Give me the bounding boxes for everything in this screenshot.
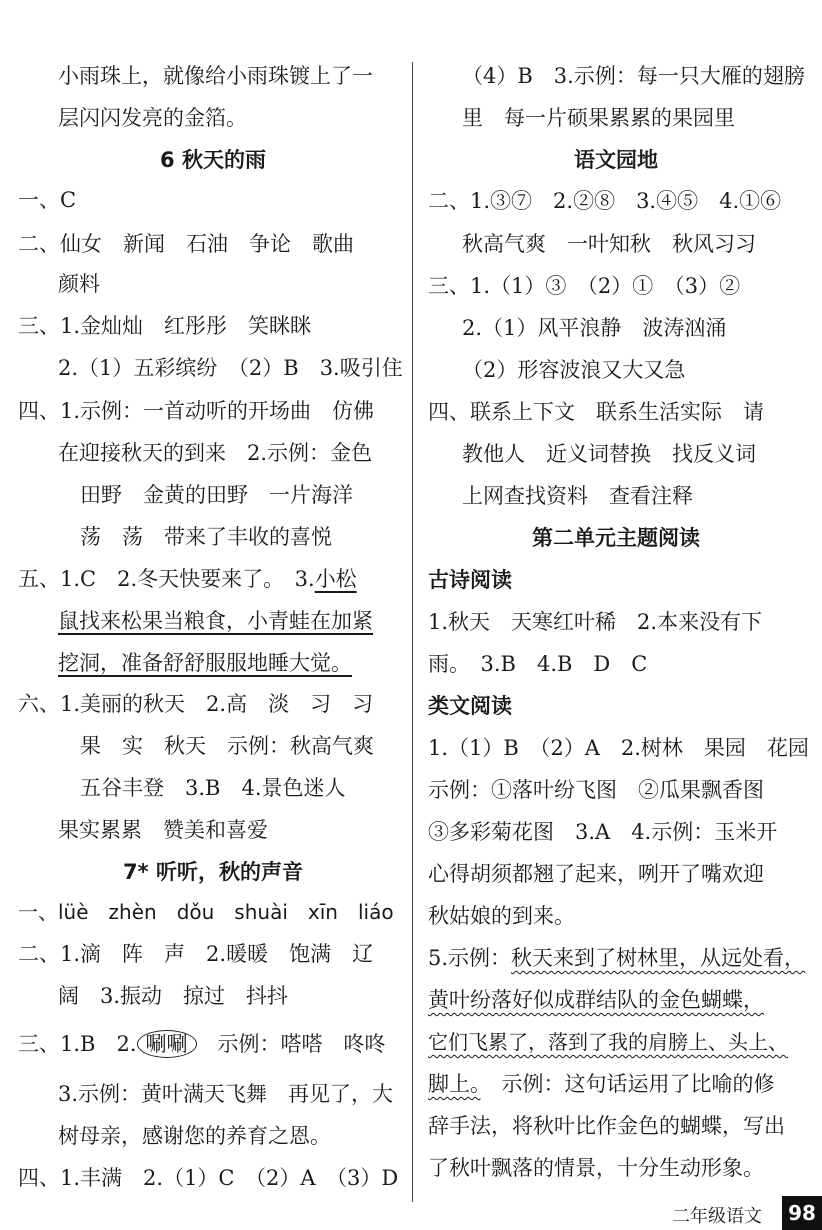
answer-line: 颜料 <box>58 272 100 296</box>
subsection-heading: 类文阅读 <box>428 694 512 718</box>
lesson-6-title: 6 秋天的雨 <box>160 148 266 172</box>
answer-line: 示例：①落叶纷飞图 ②瓜果飘香图 <box>428 778 764 802</box>
answer-line: 2.（1）风平浪静 波涛汹涌 <box>462 316 727 340</box>
answer-line: ③多彩菊花图 3.A 4.示例：玉米开 <box>428 820 778 844</box>
answer-line: 四、1.丰满 2.（1）C （2）A （3）D <box>18 1166 399 1190</box>
grade-label: 二年级语文 <box>672 1206 762 1227</box>
text-line: 层闪闪发亮的金箔。 <box>58 106 247 130</box>
wavy-underlined-answer: 秋天来到了树林里，从远处看， <box>511 946 806 970</box>
section-title: 语文园地 <box>574 148 658 172</box>
answer-line: 脚上。 示例：这句话运用了比喻的修 <box>428 1072 775 1096</box>
answer-line: （4）B 3.示例：每一只大雁的翅膀 <box>462 64 805 88</box>
answer-line: 六、1.美丽的秋天 2.高 淡 习 习 <box>18 692 374 716</box>
wavy-underlined-answer: 黄叶纷落好似成群结队的金色蝴蝶， <box>428 988 764 1012</box>
answer-line: 四、1.示例：一首动听的开场曲 仿佛 <box>18 399 375 423</box>
lesson-7-title: 7* 听听，秋的声音 <box>123 860 303 884</box>
answer-line: 二、1.滴 阵 声 2.暖暖 饱满 辽 <box>18 942 374 966</box>
unit-title: 第二单元主题阅读 <box>532 526 700 550</box>
answer-line: 三、1.（1）③ （2）① （3）② <box>428 274 741 298</box>
answer-line: 2.（1）五彩缤纷 （2）B 3.吸引住 <box>58 356 403 380</box>
page-number: 98 <box>782 1196 822 1230</box>
answer-line: 教他人 近义词替换 找反义词 <box>462 442 756 466</box>
circled-answer: 唰唰 <box>137 1030 197 1058</box>
answer-line: 秋姑娘的到来。 <box>428 904 575 928</box>
answer-line: 1.（1）B （2）A 2.树林 果园 花园 <box>428 736 809 760</box>
answer-line: 5.示例：秋天来到了树林里，从远处看， <box>428 946 806 970</box>
answer-line: （2）形容波浪又大又急 <box>462 358 686 382</box>
answer-line: 五、1.C 2.冬天快要来了。 3.小松 <box>18 567 357 591</box>
underlined-answer: 小松 <box>314 567 357 591</box>
answer-line: 五谷丰登 3.B 4.景色迷人 <box>80 776 346 800</box>
answer-line: 心得胡须都翘了起来，咧开了嘴欢迎 <box>428 862 764 886</box>
answer-line: 果实累累 赞美和喜爱 <box>58 818 268 842</box>
underlined-answer: 鼠找来松果当粮食，小青蛙在加紧 <box>58 609 373 633</box>
underlined-answer: 挖洞，准备舒舒服服地睡大觉。 <box>58 651 352 675</box>
answer-line: 四、联系上下文 联系生活实际 请 <box>428 400 764 424</box>
answer-line: 果 实 秋天 示例：秋高气爽 <box>80 734 374 758</box>
answer-line: 树母亲，感谢您的养育之恩。 <box>58 1124 331 1148</box>
answer-line: 荡 荡 带来了丰收的喜悦 <box>80 525 332 549</box>
text-line: 小雨珠上，就像给小雨珠镀上了一 <box>58 64 373 88</box>
answer-line: 阔 3.振动 掠过 抖抖 <box>58 984 289 1008</box>
wavy-underlined-answer: 脚上。 <box>428 1072 481 1096</box>
answer-line: 雨。 3.B 4.B D C <box>428 652 648 676</box>
answer-line: 1.秋天 天寒红叶稀 2.本来没有下 <box>428 610 763 634</box>
answer-line: 二、仙女 新闻 石油 争论 歌曲 <box>18 232 354 256</box>
answer-line: 三、1.B 2. 唰唰 示例：嗒嗒 咚咚 <box>18 1032 386 1056</box>
answer-line: 了秋叶飘落的情景，十分生动形象。 <box>428 1156 764 1180</box>
subsection-heading: 古诗阅读 <box>428 568 512 592</box>
pinyin-line: 一、lüè zhèn dǒu shuài xīn liáo <box>18 900 394 924</box>
column-divider <box>412 62 413 1202</box>
answer-line: 三、1.金灿灿 红彤彤 笑眯眯 <box>18 314 312 338</box>
page-footer <box>672 1196 822 1230</box>
answer-line: 3.示例：黄叶满天飞舞 再见了，大 <box>58 1082 394 1106</box>
answer-line: 辞手法，将秋叶比作金色的蝴蝶，写出 <box>428 1114 785 1138</box>
answer-line: 一、C <box>18 188 77 212</box>
wavy-underlined-answer: 它们飞累了，落到了我的肩膀上、头上、 <box>428 1030 788 1054</box>
answer-line: 秋高气爽 一叶知秋 秋风习习 <box>462 232 756 256</box>
answer-line: 在迎接秋天的到来 2.示例：金色 <box>58 441 373 465</box>
answer-line: 里 每一片硕果累累的果园里 <box>462 106 735 130</box>
answer-line: 上网查找资料 查看注释 <box>462 484 693 508</box>
answer-line: 二、1.③⑦ 2.②⑧ 3.④⑤ 4.①⑥ <box>428 189 782 213</box>
answer-line: 田野 金黄的田野 一片海洋 <box>80 483 353 507</box>
